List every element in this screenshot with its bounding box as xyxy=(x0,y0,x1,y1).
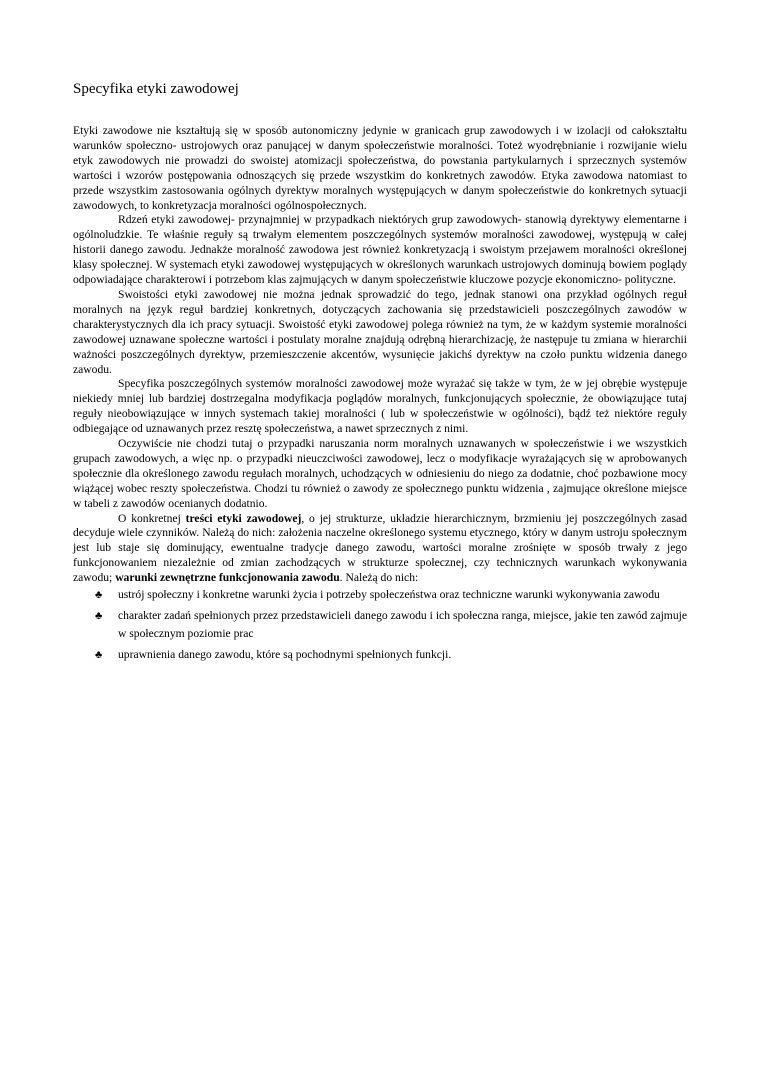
club-bullet-icon: ♣ xyxy=(95,649,103,662)
paragraph-1: Etyki zawodowe nie kształtują się w sposób autonomiczny jedynie w granicach grup zawodowych i w izolacji od całokształtu warunków społeczno- ustrojowych oraz panującej w danym społeczeństwie moralności. Toteż wyodrębnianie i rozwijanie wielu etyk zawodowych nie prowadzi do swoistej atomizacji społeczeństwa, do powstania partykularnych i sprzecznych systemów wartości i wzorów postępowania odnoszących się przede wszystkim do konkretnych zawodów. Etyka zawodowa natomiast to przede wszystkim zastosowania ogólnych dyrektyw moralnych występujących w danym społeczeństwie do konkretnych sytuacji zawodowych, to konkretyzacja moralności ogólnospołecznych. xyxy=(73,124,687,212)
list-item xyxy=(73,586,687,604)
paragraph-6-post: . Należą do nich: xyxy=(339,571,419,585)
list-item-text: ustrój społeczny i konkretne warunki życia i potrzeby społeczeństwa oraz techniczne warunki wykonywania zawodu xyxy=(118,588,660,602)
document-body xyxy=(73,124,687,667)
list-item-text: charakter zadań spełnionych przez przedstawicieli danego zawodu i ich społeczna ranga, miejsce, jakie ten zawód zajmuje w społecznym poziomie prac xyxy=(118,609,687,641)
paragraph-5: Oczywiście nie chodzi tutaj o przypadki naruszania norm moralnych uznawanych w społeczeństwie i we wszystkich grupach zawodowych, a więc np. o przypadki nieuczciwości zawodowej, lecz o modyfikacje wyrażających się w aprobowanych społecznie dla określonego zawodu regułach moralnych, uchodzących w odniesieniu do niego za dodatnie, choć pozbawione mocy wiążącej wobec reszty społeczeństwa. Chodzi tu również o zawody ze społecznego punktu widzenia , zajmujące określone miejsce w tabeli z zawodów ocenianych dodatnio. xyxy=(73,437,687,510)
paragraph-2: Rdzeń etyki zawodowej- przynajmniej w przypadkach niektórych grup zawodowych- stanowią dyrektywy elementarne i ogólnoludzkie. Te właśnie reguły są trwałym elementem poszczególnych systemów moralności zawodowej, występują w całej historii danego zawodu. Jednakże moralność zawodowa jest również konkretyzacją i swoistym przejawem moralności określonej klasy społecznej. W systemach etyki zawodowej występujących w określonych warunkach ustrojowych dominują bowiem poglądy odpowiadające charakterowi i potrzebom klas zajmujących w danym społeczeństwie kluczowe pozycje ekonomiczno- polityczne. xyxy=(73,213,687,287)
paragraph-4: Specyfika poszczególnych systemów moralności zawodowej może wyrażać się także w tym, że w jej obrębie występuje niekiedy mniej lub bardziej dostrzegalna modyfikacja poglądów moralnych, funkcjonujących społecznie, że obowiązujące tutaj reguły nieobowiązujące w innych systemach takiej moralności ( lub w społeczeństwie w ogólności), bądź też niektóre reguły odbiegające od uznawanych przez resztę społeczeństwa, a nawet sprzecznych z nimi. xyxy=(73,377,687,436)
factor-list xyxy=(73,586,687,664)
club-bullet-icon: ♣ xyxy=(95,610,103,623)
list-item-text: uprawnienia danego zawodu, które są pochodnymi spełnionych funkcji. xyxy=(118,648,452,662)
list-item xyxy=(73,607,687,643)
document-title: Specyfika etyki zawodowej xyxy=(73,81,239,97)
paragraph-3: Swoistości etyki zawodowej nie można jednak sprowadzić do tego, jednak stanowi ona przykład ogólnych reguł moralnych na język reguł bardziej konkretnych, dotyczących zachowania się przedstawicieli poszczególnych zawodów w charakterystycznych dla ich pracy sytuacji. Swoistość etyki zawodowej polega również na tym, że w każdym systemie moralności zawodowej uznawane społeczne wartości i postulaty moralne znajdują odrębną hierarchizację, że następuje tu zmiana w hierarchii ważności poszczególnych dyrektyw, przemieszczenie akcentów, wysunięcie jakichś dyrektyw na czoło punktu widzenia danego zawodu. xyxy=(73,287,687,376)
list-item xyxy=(73,646,687,664)
paragraph-6-bold-tresci: treści etyki zawodowej xyxy=(185,511,302,525)
paragraph-6 xyxy=(73,512,687,587)
paragraph-6-pre: O konkretnej xyxy=(118,511,186,525)
club-bullet-icon: ♣ xyxy=(95,589,103,602)
paragraph-6-mid: , o jej strukturze, układzie hierarchicznym, brzmieniu jej poszczególnych zasad decyduje wiele czynników. Należą do nich: założenia naczelne określonego systemu etycznego, który w danym ustroju społecznym jest lub staje się dominujący, ewentualne tradycje danego zawodu, wartości moralne zrośnięte w sposób trwały z jego funkcjonowaniem niezależnie od zmian zachodzących w strukturze społecznej, czy technicznych warunkach wykonywania zawodu; xyxy=(73,511,688,585)
paragraph-6-bold-warunki: warunki zewnętrzne funkcjonowania zawodu xyxy=(115,571,340,585)
